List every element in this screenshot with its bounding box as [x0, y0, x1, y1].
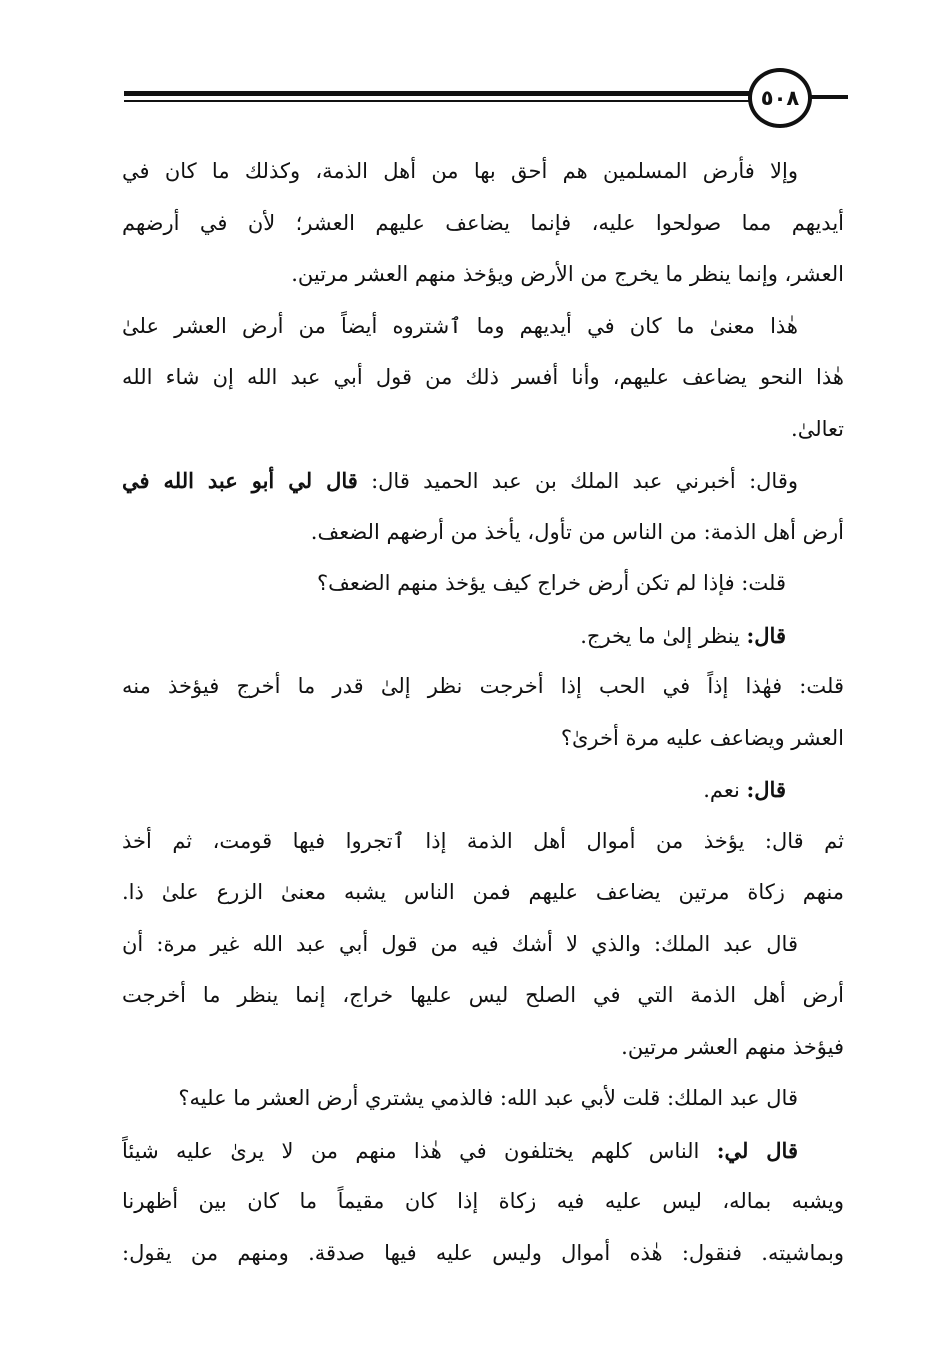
header-rule-thick [124, 91, 750, 96]
text-run: نعم. [703, 778, 747, 802]
header-rule-right [808, 95, 848, 99]
text-line [122, 455, 844, 507]
text-line: منهم زكاة مرتين يضاعف عليهم فمن الناس يشبه معنىٰ الزرع علىٰ ذا. [122, 880, 844, 904]
text-line [122, 764, 844, 816]
speaker-label: قال: [746, 777, 786, 802]
text-line: أرض أهل الذمة التي في الصلح ليس عليها خراج، إنما ينظر ما أخرجت [122, 983, 844, 1007]
text-line: العشر، وإنما ينظر ما يخرج من الأرض ويؤخذ منهم العشر مرتين. [291, 262, 844, 286]
header-rule-thin [124, 100, 750, 102]
page-body [122, 146, 844, 1279]
text-line: تعالىٰ. [791, 416, 844, 441]
text-line: أيديهم مما صولحوا عليه، فإنما يضاعف عليهم العشر؛ لأن في أرضهم [122, 210, 844, 235]
speaker-label: قال لي: [716, 1137, 798, 1163]
text-line: قال عبد الملك: والذي لا أشك فيه من قول أبي عبد الله غير مرة: أن [122, 931, 798, 956]
text-line [122, 610, 844, 662]
text-line: قلت: فإذا لم تكن أرض خراج كيف يؤخذ منهم الضعف؟ [317, 571, 786, 595]
text-line [122, 1125, 844, 1177]
text-line: قلت: فهٰذا إذاً في الحب إذا أخرجت نظر إلىٰ قدر ما أخرج فيؤخذ منه [122, 674, 844, 698]
text-run: الناس كلهم يختلفون في هٰذا منهم من لا يرىٰ عليه شيئاً [122, 1138, 717, 1163]
text-line: أرض أهل الذمة: من الناس من تأول، يأخذ من أرضهم الضعف. [310, 519, 844, 544]
text-line: ويشبه بماله، ليس عليه فيه زكاة إذا كان مقيماً ما كان بين أظهرنا [122, 1189, 844, 1213]
text-run: ينظر إلىٰ ما يخرج. [580, 623, 747, 648]
text-line: وإلا فأرض المسلمين هم أحق بها من أهل الذمة، وكذلك ما كان في [122, 159, 798, 183]
text-run: وقال: أخبرني عبد الملك بن عبد الحميد قال: [371, 469, 798, 493]
text-line: هٰذا معنىٰ ما كان في أيديهم وما ٱشتروه أيضاً من أرض العشر علىٰ [122, 313, 798, 338]
speaker-label: قال لي أبو عبد الله في [122, 468, 358, 493]
page-number: ٥٠٨ [748, 68, 812, 128]
text-line: هٰذا النحو يضاعف عليهم، وأنا أفسر ذلك من قول أبي عبد الله إن شاء الله [122, 365, 844, 389]
text-line: وبماشيته. فنقول: هٰذه أموال وليس عليه فيها صدقة. ومنهم من يقول: [122, 1240, 844, 1265]
speaker-label: قال: [746, 622, 786, 648]
text-line: العشر ويضاعف عليه مرة أخرىٰ؟ [560, 725, 844, 750]
text-line: قال عبد الملك: قلت لأبي عبد الله: فالذمي يشتري أرض العشر ما عليه؟ [178, 1086, 798, 1110]
text-line: ثم قال: يؤخذ من أموال أهل الذمة إذا ٱتجروا فيها قومت، ثم أخذ [122, 828, 844, 853]
text-line: فيؤخذ منهم العشر مرتين. [621, 1034, 844, 1059]
